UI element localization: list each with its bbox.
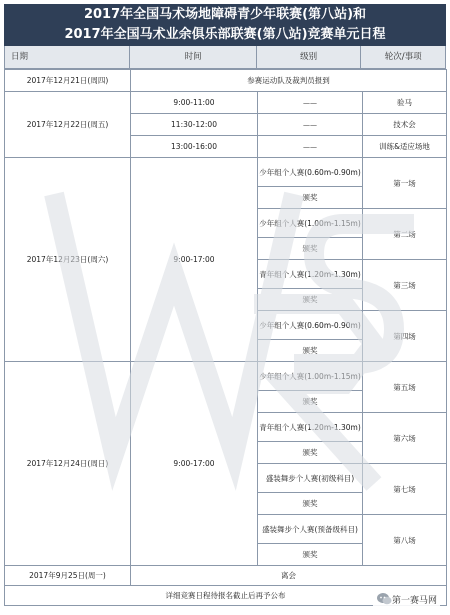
level-cell: 少年组个人赛(1.00m-1.15m) bbox=[258, 209, 363, 238]
round-cell: 第四场 bbox=[363, 311, 447, 362]
level-cell: 青年组个人赛(1.20m-1.30m) bbox=[258, 260, 363, 289]
round-cell: 训练&适应场地 bbox=[363, 136, 447, 158]
award-cell: 颁奖 bbox=[258, 187, 363, 209]
schedule-document bbox=[4, 4, 446, 610]
level-cell: —— bbox=[258, 92, 363, 114]
level-cell: 盛装舞步个人赛(初级科目) bbox=[258, 464, 363, 493]
award-cell: 颁奖 bbox=[258, 442, 363, 464]
source-badge bbox=[373, 591, 440, 607]
header-round: 轮次/事项 bbox=[384, 52, 422, 62]
level-cell: 青年组个人赛(1.20m-1.30m) bbox=[258, 413, 363, 442]
time-cell: 11:30-12:00 bbox=[131, 114, 258, 136]
chat-bubble-icon bbox=[376, 592, 392, 606]
table-row bbox=[5, 362, 447, 391]
table-row bbox=[5, 158, 447, 187]
table-row bbox=[5, 70, 447, 92]
time-cell: 9:00-11:00 bbox=[131, 92, 258, 114]
table-header bbox=[4, 46, 446, 69]
round-cell: 第六场 bbox=[363, 413, 447, 464]
round-cell: 第三场 bbox=[363, 260, 447, 311]
date-cell: 2017年9月25日(周一) bbox=[5, 566, 131, 586]
round-cell: 验马 bbox=[363, 92, 447, 114]
round-cell: 第八场 bbox=[363, 515, 447, 566]
date-cell: 2017年12月24日(周日) bbox=[5, 362, 131, 566]
round-cell: 技术会 bbox=[363, 114, 447, 136]
page-title bbox=[4, 4, 446, 46]
footer-note: 详细竞赛日程待报名截止后再予公布 bbox=[5, 586, 447, 606]
time-cell: 9:00-17:00 bbox=[131, 158, 258, 362]
award-cell: 颁奖 bbox=[258, 391, 363, 413]
table-row bbox=[5, 92, 447, 114]
level-cell: —— bbox=[258, 136, 363, 158]
award-cell: 颁奖 bbox=[258, 289, 363, 311]
award-cell: 颁奖 bbox=[258, 493, 363, 515]
round-cell: 第一场 bbox=[363, 158, 447, 209]
merged-cell: 离会 bbox=[131, 566, 447, 586]
level-cell: 少年组个人赛(0.60m-0.90m) bbox=[258, 158, 363, 187]
header-time: 时间 bbox=[130, 46, 256, 68]
header-date: 日期 bbox=[5, 46, 130, 68]
round-cell: 第七场 bbox=[363, 464, 447, 515]
award-cell: 颁奖 bbox=[258, 544, 363, 566]
time-cell: 9:00-17:00 bbox=[131, 362, 258, 566]
merged-cell: 参赛运动队及裁判员报到 bbox=[131, 70, 447, 92]
schedule-table bbox=[4, 69, 447, 606]
award-cell: 颁奖 bbox=[258, 340, 363, 362]
level-cell: 少年组个人赛(0.60m-0.90m) bbox=[258, 311, 363, 340]
level-cell: 盛装舞步个人赛(预备级科目) bbox=[258, 515, 363, 544]
title-line-2: 2017年全国马术业余俱乐部联赛(第八站)竞赛单元日程 bbox=[64, 27, 386, 42]
round-cell: 第五场 bbox=[363, 362, 447, 413]
date-cell: 2017年12月23日(周六) bbox=[5, 158, 131, 362]
level-cell: —— bbox=[258, 114, 363, 136]
source-label: 第一赛马网 bbox=[391, 595, 437, 606]
award-cell: 颁奖 bbox=[258, 238, 363, 260]
table-row bbox=[5, 566, 447, 586]
title-line-1: 2017年全国马术场地障碍青少年联赛(第八站)和 bbox=[83, 7, 367, 22]
round-cell: 第二场 bbox=[363, 209, 447, 260]
date-cell: 2017年12月22日(周五) bbox=[5, 92, 131, 158]
level-cell: 少年组个人赛(1.00m-1.15m) bbox=[258, 362, 363, 391]
date-cell: 2017年12月21日(周四) bbox=[5, 70, 131, 92]
header-level: 级别 bbox=[257, 46, 362, 68]
time-cell: 13:00-16:00 bbox=[131, 136, 258, 158]
